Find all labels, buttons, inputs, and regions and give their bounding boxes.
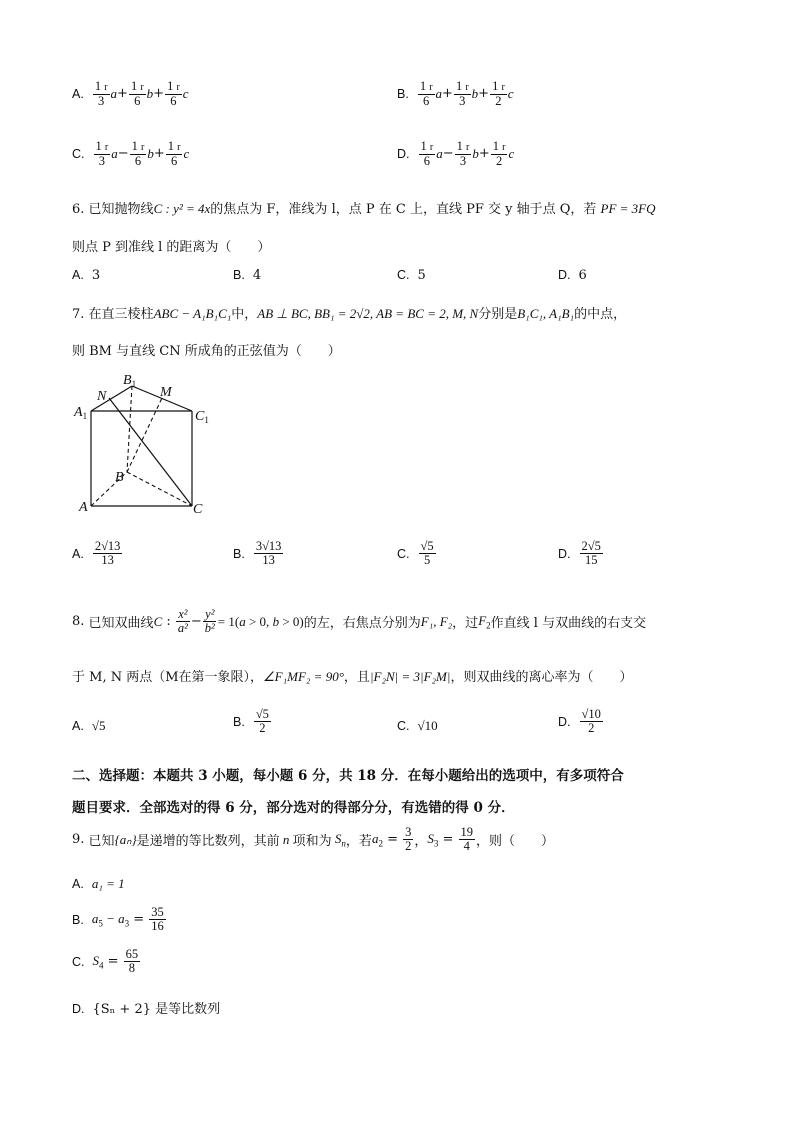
q9-number: 9. xyxy=(72,832,85,848)
label-A: A xyxy=(79,500,88,515)
q8-line2: 于 M, N 两点（M在第一象限），∠F₁MF₂ = 90°，且|F₂N| = 3|F₂M|，则双曲线的离心率为（ ） xyxy=(72,669,633,685)
q7-line2: 则 BM 与直线 CN 所成角的正弦值为（ ） xyxy=(72,344,341,359)
q5-option-d[interactable]: D. $\frac{1 r}{6}$ a − $\frac{1 r}{3}$ b + $\frac{1 r}{2}$ c xyxy=(397,139,515,168)
q9-option-c[interactable]: C. $S_4$ = $\frac{65}{8}$ xyxy=(72,947,139,976)
label-B: B xyxy=(115,470,124,485)
q6-option-a[interactable]: A. 3 xyxy=(72,268,101,283)
q7-number: 7. xyxy=(72,307,85,322)
q6-line1: 6. 已知抛物线C : y² = 4x的焦点为 F，准线为 l，点 P 在 C 上，直线 PF 交 y 轴于点 Q，若 PF = 3FQ xyxy=(72,201,656,217)
section2-heading-line2: 题目要求．全部选对的得 6 分，部分选对的得部分分，有选错的得 0 分． xyxy=(72,800,515,816)
label-A1: $A_1$ xyxy=(74,405,88,421)
q7-option-d[interactable]: D. $\frac{2√5}{15}$ xyxy=(558,539,601,568)
q7-option-c[interactable]: C. $\frac{√5}{5}$ xyxy=(397,539,434,568)
q6-line2: 则点 P 到准线 l 的距离为（ ） xyxy=(72,240,271,255)
q7-line1: 7. 在直三棱柱ABC − A₁B₁C₁中，AB ⊥ BC, BB₁ = 2√2, AB = BC = 2, M, N分别是B₁C₁, A₁B₁的中点， xyxy=(72,306,627,322)
q9-option-d[interactable]: D. {Sₙ + 2} 是等比数列 xyxy=(72,1002,221,1017)
edge-BB1 xyxy=(127,386,132,472)
q7-option-b[interactable]: B. $\frac{3√13}{13}$ xyxy=(233,539,282,568)
q7-option-a[interactable]: A. $\frac{2√13}{13}$ xyxy=(72,539,121,568)
q5-option-a[interactable]: A. $\frac{1 r}{3}$ a + $\frac{1 r}{6}$ b + $\frac{1 r}{6}$ c xyxy=(72,79,189,108)
label-B1: $B_1$ xyxy=(123,373,137,389)
q8-number: 8. xyxy=(72,614,85,630)
q5-option-b[interactable]: B. $\frac{1 r}{6}$ a + $\frac{1 r}{3}$ b + $\frac{1 r}{2}$ c xyxy=(397,79,514,108)
q9-option-a[interactable]: A. a₁ = 1 xyxy=(72,876,125,891)
q7-prism-figure xyxy=(72,368,222,520)
q6-option-d[interactable]: D. 6 xyxy=(558,268,587,283)
section2-heading-line1: 二、选择题：本题共 3 小题，每小题 6 分，共 18 分．在每小题给出的选项中，有多项符合 xyxy=(72,768,624,784)
q8-option-c[interactable]: C. √10 xyxy=(397,718,438,733)
label-M: M xyxy=(160,385,172,400)
label-N: N xyxy=(97,389,107,404)
q5-option-c[interactable]: C. $\frac{1 r}{3}$ a − $\frac{1 r}{6}$ b + $\frac{1 r}{6}$ c xyxy=(72,139,190,168)
q6-vector-equation: PF = 3FQ xyxy=(600,201,656,216)
segment-CN xyxy=(109,398,192,506)
edge-BC xyxy=(127,472,192,506)
q8-option-d[interactable]: D. $\frac{√10}{2}$ xyxy=(558,707,601,736)
q9-stem: 9. 已知 {aₙ} 是递增的等比数列，其前 n 项和为 $S_n$ ，若 $a_2$ = $\frac{3}{2}$ ， $S_3$ = $\frac{19}{4}$ ，则（ ） xyxy=(72,825,555,854)
q6-option-c[interactable]: C. 5 xyxy=(397,268,426,283)
q9-option-b[interactable]: B. $a_5 - a_3$ = $\frac{35}{16}$ xyxy=(72,905,164,934)
q6-option-b[interactable]: B. 4 xyxy=(233,268,262,283)
q8-option-b[interactable]: B. $\frac{√5}{2}$ xyxy=(233,707,269,736)
q8-option-a[interactable]: A. √5 xyxy=(72,718,106,733)
label-C: C xyxy=(193,502,203,517)
label-C1: $C_1$ xyxy=(195,409,209,425)
q8-line1: 8. 已知双曲线 C : $\frac{\text{x²}}{\text{a²}}$ − $\frac{\text{y²}}{\text{b²}}$ = 1(a > 0, b > 0) 的左，右焦点分别为 F₁, F₂ ，过 $F_2$ 作直线 l 与双曲线的右支交 xyxy=(72,607,647,636)
q6-number: 6. xyxy=(72,202,85,217)
